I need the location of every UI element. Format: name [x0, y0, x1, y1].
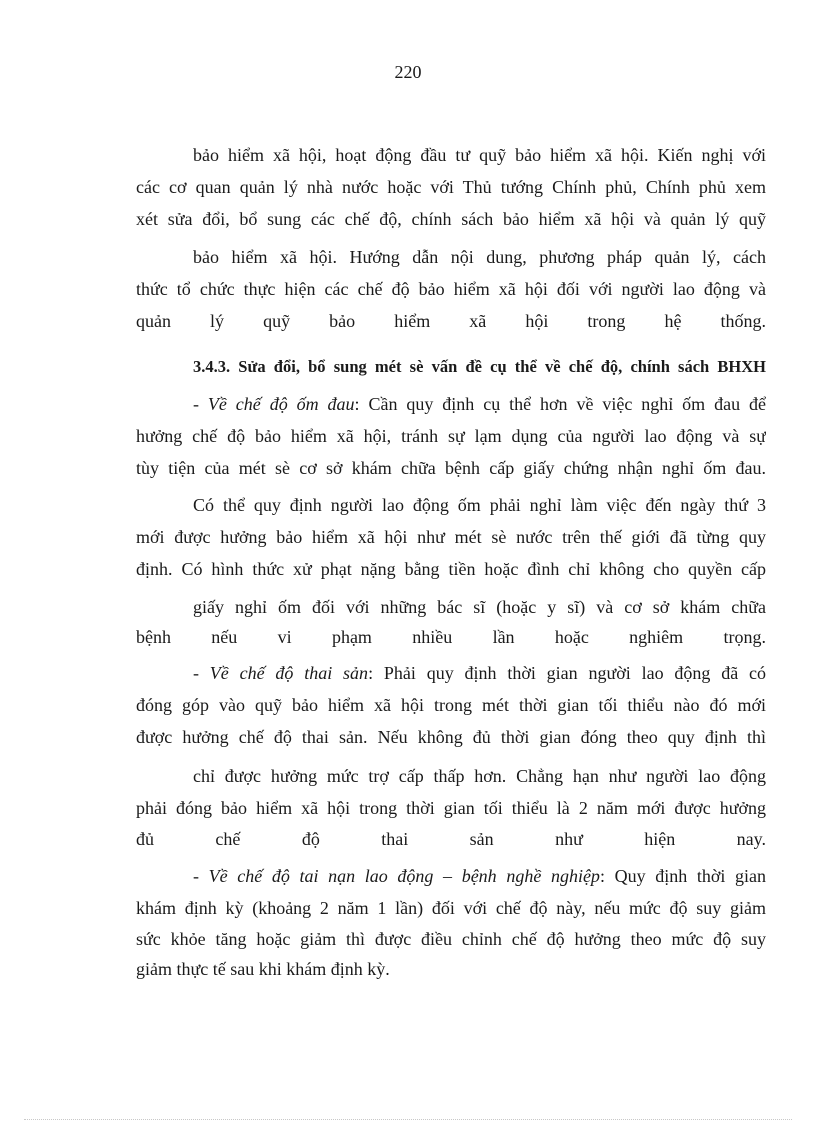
bottom-rule — [24, 1119, 792, 1120]
text-line: sức khỏe tăng hoặc giảm thì được điều chỉnh chế độ hưởng theo mức độ suy — [136, 929, 766, 949]
text-line — [193, 865, 766, 887]
page-number: 220 — [394, 62, 422, 82]
text-run: : Cần quy định cụ thể hơn về việc nghỉ ốm đau để — [354, 394, 766, 414]
text-line: mới được hưởng bảo hiểm xã hội như mét sè nước trên thế giới đã từng quy — [136, 527, 766, 547]
text-line: bệnh nếu vi phạm nhiều lần hoặc nghiêm trọng. — [136, 627, 766, 647]
text-line: Có thể quy định người lao động ốm phải nghỉ làm việc đến ngày thứ 3 — [193, 495, 766, 515]
text-line: đủ chế độ thai sản như hiện nay. — [136, 829, 766, 849]
text-line — [193, 662, 766, 684]
text-run: : Phải quy định thời gian người lao động đã có — [368, 663, 766, 683]
text-line: bảo hiểm xã hội. Hướng dẫn nội dung, phương pháp quản lý, cách — [193, 247, 766, 267]
text-line: xét sửa đổi, bổ sung các chế độ, chính sách bảo hiểm xã hội và quản lý quỹ — [136, 209, 766, 229]
text-line: phải đóng bảo hiểm xã hội trong thời gian tối thiểu là 2 năm mới được hưởng — [136, 798, 766, 818]
text-line: quản lý quỹ bảo hiểm xã hội trong hệ thống. — [136, 311, 766, 331]
text-line: chỉ được hưởng mức trợ cấp thấp hơn. Chẳng hạn như người lao động — [193, 766, 766, 786]
text-line: định. Có hình thức xử phạt nặng bằng tiền hoặc đình chỉ không cho quyền cấp — [136, 559, 766, 579]
text-line: hưởng chế độ bảo hiểm xã hội, tránh sự lạm dụng của người lao động và sự — [136, 426, 766, 446]
text-line: thức tổ chức thực hiện các chế độ bảo hiểm xã hội đối với người lao động và — [136, 279, 766, 299]
text-line: bảo hiểm xã hội, hoạt động đầu tư quỹ bảo hiểm xã hội. Kiến nghị với — [193, 145, 766, 165]
text-line: giảm thực tế sau khi khám định kỳ. — [136, 959, 390, 979]
regime-label-accident: - Về chế độ tai nạn lao động – bệnh nghề nghiệp — [193, 866, 600, 886]
regime-label-sickness: - Về chế độ ốm đau — [193, 394, 355, 414]
section-heading: 3.4.3. Sửa đổi, bổ sung mét sè vấn đề cụ thể về chế độ, chính sách BHXH — [193, 357, 766, 376]
text-line: đóng góp vào quỹ bảo hiểm xã hội trong mét thời gian tối thiểu nào đó mới — [136, 695, 766, 715]
text-line: được hưởng chế độ thai sản. Nếu không đủ thời gian đóng theo quy định thì — [136, 727, 766, 747]
text-line: khám định kỳ (khoảng 2 năm 1 lần) đối với chế độ này, nếu mức độ suy giảm — [136, 898, 766, 918]
text-line: các cơ quan quản lý nhà nước hoặc với Thủ tướng Chính phủ, Chính phủ xem — [136, 177, 766, 197]
text-line: giấy nghỉ ốm đối với những bác sĩ (hoặc y sĩ) và cơ sở khám chữa — [193, 597, 766, 617]
text-line: tùy tiện của mét sè cơ sở khám chữa bệnh cấp giấy chứng nhận nghỉ ốm đau. — [136, 458, 766, 478]
regime-label-maternity: - Về chế độ thai sản — [193, 663, 369, 683]
text-run: : Quy định thời gian — [599, 866, 766, 886]
text-line — [193, 393, 766, 415]
